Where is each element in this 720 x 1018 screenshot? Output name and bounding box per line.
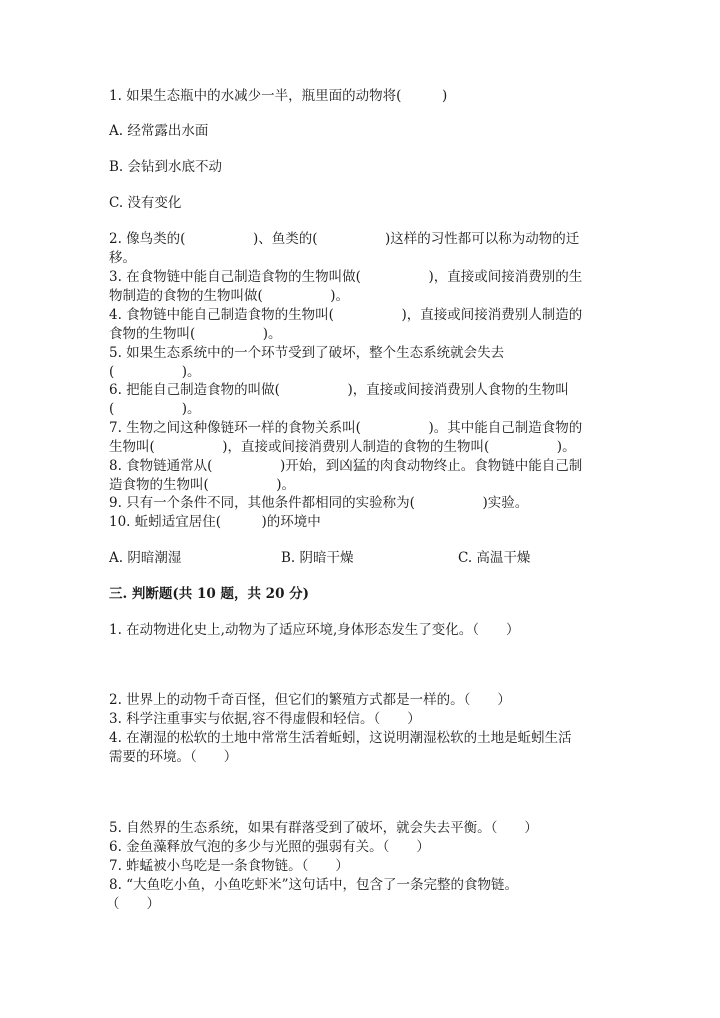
- question-7-line-1: 7. 生物之间这种像链环一样的食物关系叫( )。其中能自己制造食物的: [109, 420, 583, 436]
- question-10-option-c: C. 高温干燥: [458, 550, 531, 566]
- judge-1: 1. 在动物进化史上,动物为了适应环境,身体形态发生了变化。（ ）: [109, 622, 520, 638]
- judge-4-line-2: 需要的环境。（ ）: [109, 749, 238, 765]
- question-5-line-2: ( )。: [109, 364, 201, 380]
- question-7-line-2: 生物叫( )，直接或间接消费别人制造的食物的生物叫( )。: [109, 439, 576, 455]
- question-1-option-b: B. 会钻到水底不动: [109, 159, 223, 175]
- question-6-line-1: 6. 把能自己制造食物的叫做( )，直接或间接消费别人食物的生物叫: [109, 382, 569, 398]
- question-10-option-a: A. 阴暗潮湿: [109, 550, 182, 566]
- question-3-line-1: 3. 在食物链中能自己制造食物的生物叫做( )，直接或间接消费别的生: [109, 269, 583, 285]
- question-2-line-2: 移。: [109, 250, 136, 266]
- question-1-option-a: A. 经常露出水面: [109, 123, 209, 139]
- question-8-line-1: 8. 食物链通常从( )开始，到凶猛的肉食动物终止。食物链中能自己制: [109, 458, 583, 474]
- judge-3: 3. 科学注重事实与依据,容不得虚假和轻信。（ ）: [109, 711, 421, 727]
- question-4-line-1: 4. 食物链中能自己制造食物的生物叫( )，直接或间接消费别人制造的: [109, 307, 583, 323]
- judge-4-line-1: 4. 在潮湿的松软的土地中常常生活着蚯蚓，这说明潮湿松软的土地是蚯蚓生活: [109, 730, 572, 746]
- question-1-option-c: C. 没有变化: [109, 195, 182, 211]
- question-9: 9. 只有一个条件不同，其他条件都相同的实验称为( )实验。: [109, 495, 529, 511]
- judge-8-line-1: 8. “大鱼吃小鱼，小鱼吃虾米”这句话中，包含了一条完整的食物链。: [109, 877, 518, 893]
- judge-5: 5. 自然界的生态系统，如果有群落受到了破坏，就会失去平衡。（ ）: [109, 820, 538, 836]
- question-2-line-1: 2. 像鸟类的( )、鱼类的( )这样的习性都可以称为动物的迁: [109, 231, 580, 247]
- question-1: 1. 如果生态瓶中的水减少一半，瓶里面的动物将( ): [109, 88, 448, 104]
- question-10: 10. 蚯蚓适宜居住( )的环境中: [109, 514, 321, 530]
- section-3-heading: 三. 判断题(共 10 题，共 20 分): [109, 586, 310, 602]
- question-3-line-2: 物制造的食物的生物叫做( )。: [109, 288, 350, 304]
- question-6-line-2: ( )。: [109, 401, 201, 417]
- question-4-line-2: 食物的生物叫( )。: [109, 326, 282, 342]
- judge-8-line-2: （ ）: [106, 896, 160, 912]
- question-5-line-1: 5. 如果生态系统中的一个环节受到了破坏，整个生态系统就会失去: [109, 345, 505, 361]
- question-8-line-2: 造食物的生物叫( )。: [109, 477, 296, 493]
- judge-7: 7. 蚱蜢被小鸟吃是一条食物链。（ ）: [109, 858, 349, 874]
- judge-6: 6. 金鱼藻释放气泡的多少与光照的强弱有关。（ ）: [109, 839, 430, 855]
- question-10-option-b: B. 阴暗干燥: [281, 550, 354, 566]
- judge-2: 2. 世界上的动物千奇百怪，但它们的繁殖方式都是一样的。（ ）: [109, 692, 511, 708]
